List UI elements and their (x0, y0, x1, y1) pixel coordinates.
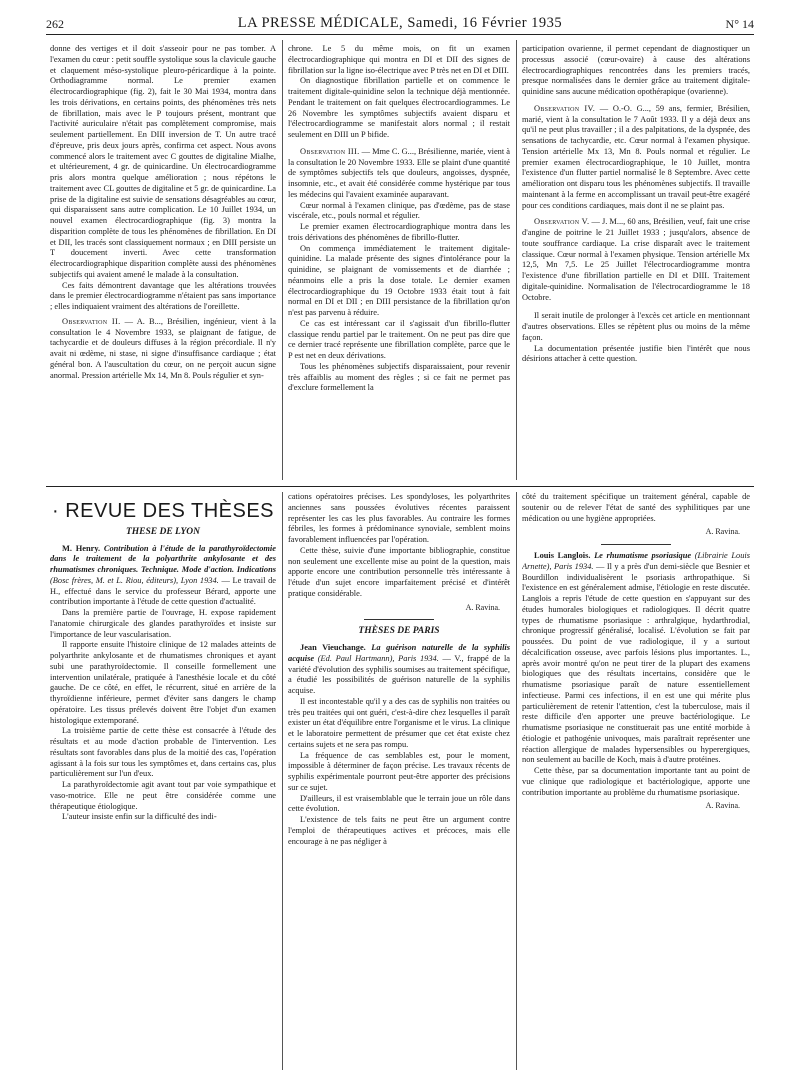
paragraph: Ces faits démontrent davantage que les altérations trouvées dans le premier électrocardiogramme n'étaient pas sans importance ; elles indiquaient vraiment des altérations de l'oreillette. (50, 280, 276, 311)
header-rule (46, 34, 754, 35)
observation-text: — O.-O. G..., 59 ans, fermier, Brésilien, marié, vient à la consultation le 7 Août 1933. Il y a déjà deux ans qu'il ne peut plus travailler ; il a des palpitations, de la dyspnée, des sensations de tachycardie, etc. Cœur normal à l'examen physique. Tension artérielle Mx 13, Mn 8. Pouls normal et régulier. Le premier examen électrocardiographique, le 10 Juillet, montra l'existence d'un flutter partiel normalisé le 8 Septembre. Avec cette amélioration ont disparu tous les phénomènes subjectifs. Il travaille maintenant à la ferme en accomplissant un travail peut-être exagéré pour ces conditions cardiaques, mais dont il ne se plaint pas. (522, 103, 750, 210)
publisher: (Bosc frères, M. et L. Riou, éditeurs), Lyon 1934. (50, 575, 219, 585)
observation-3 (288, 147, 510, 201)
observation-label: Observation II. (62, 316, 121, 326)
author: Louis Langlois. (534, 551, 591, 560)
column-rule (282, 492, 283, 1070)
observation-2 (50, 317, 276, 382)
observation-label: Observation V. (534, 217, 590, 227)
section-rule (46, 486, 754, 487)
paragraph: On commença immédiatement le traitement digitale-quinidine. La malade présente des signes d'intolérance pour la quinidine, se plaignant de vomissements et de diarrhée ; néanmoins elle a pris la dose totale. Le dernier examen électrocardiographique du 19 Octobre 1933 était tout à fait normal en DI et DII ; en DIII persistance de la fibrillation qu'on n'est pas parvenu à réduire. (288, 243, 510, 317)
issue-number: N° 14 (725, 17, 754, 31)
paragraph: Dans la première partie de l'ouvrage, H. expose rapidement l'anatomie chirurgicale des glandes parathyroïdes et insiste sur l'importance de leur vascularisation. (50, 608, 276, 639)
review-text: — V., frappé de la variété d'évolution des syphilis soumises au traitement spécifique, a étudié les possibilités de guérison naturelle de la syphilis acquise. (288, 653, 510, 695)
paragraph: L'existence de tels faits ne peut être un argument contre l'emploi de thérapeutiques actives et précoces, mais elle encourage à ne pas négliger à (288, 815, 510, 846)
review-text: — Il y a près d'un demi-siècle que Besnier et Bourdillon individualisèrent le psoriasis arthropathique. Si l'existence en est généralement admise, l'étiologie en reste discutée. Langlois a repris l'étude de cette question en s'appuyant sur des études humorales biologiques et radiologiques. Il décrit quatre types de rhumatisme psoriasique : arthralgique, hydarthrodial, chronique progressif généralisé, localisé. L'évolution se fait par poussées. Du point de vue radiologique, il y a surtout décalcification osseuse, avec parfois lésions plus importantes. L., après avoir montré qu'on ne peut tirer de la plupart des examens biologiques que des résultats incertains, considère que le rhumatisme psoriasique paraît de nature essentiellement infectieuse. Parmi ces infections, il en est une qui mérite plus particulièrement de retenir l'attention, c'est la tuberculose, mais il reste difficile d'en apporter une preuve bactériologique. Le rhumatisme psoriasique ne constituerait pas une entité morbide à étiologie et pathogénie univoques, mais paraîtrait représenter une réaction allergique de malades hypersensibles ou hyperergiques, non seulement au bacille de Koch, mais à d'autre protéines. (522, 561, 750, 765)
observation-5 (522, 217, 750, 303)
paragraph: Tous les phénomènes subjectifs disparaissaient, pour revenir très affaiblis au moment des règles ; si ce fait ne permet pas d'exclure formellement la (288, 361, 510, 393)
thesis-title: Contribution à l'étude de la parathyroïdectomie dans le traitement de la polyarthrite ankylosante et des rhumatismes chroniques. Technique. Mode d'action. Indications (50, 543, 276, 574)
paragraph: Le premier examen électrocardiographique montra dans les trois dérivations des phénomènes de fibrillo-flutter. (288, 222, 510, 242)
top-column-1 (50, 44, 276, 482)
paragraph: La fréquence de cas semblables est, pour le moment, impossible à déterminer de façon précise. Les travaux récents de syphilis expérimentale pourront peut-être apporter des précisions sur ce sujet. (288, 750, 510, 792)
page-number: 262 (46, 17, 64, 31)
paragraph: Il est incontestable qu'il y a des cas de syphilis non traitées ou très peu traitées qui ont guéri, c'est-à-dire chez lesquelles il paraît exister un état d'équilibre entre l'organisme et le virus. La clinique et le laboratoire permettent de présumer que cet état existe chez certains sujets et ne sera pas rompu. (288, 696, 510, 749)
paragraph: Cœur normal à l'examen clinique, pas d'œdème, pas de stase viscérale, etc., pouls normal et régulier. (288, 200, 510, 221)
observation-label: Observation III. (300, 146, 360, 156)
paragraph: Il serait inutile de prolonger à l'excès cet article en mentionnant d'autres observations. Elles se répètent plus ou moins de la même façon. (522, 311, 750, 342)
review-vieuchange (288, 643, 510, 697)
paragraph: On diagnostique fibrillation partielle et on commence le traitement digitale-quinidine selon la technique déjà mentionnée. Pendant le traitement on fait quelques électrocardiogrammes. Le 26 Novembre les symptômes subjectifs avaient disparu et l'électrocardiogramme se manifestait alors normal ; il restait seulement en DIII un P bifide. (288, 76, 510, 139)
signature: A. Ravina. (705, 801, 740, 811)
paragraph: cations opératoires précises. Les spondyloses, les polyarthrites anciennes sans poussées évolutives récentes paraissent représenter les cas les plus favorables. Au contraire les formes fébriles, les formes à prédominance synoviale, semblent moins favorablement influencées par l'opération. (288, 492, 510, 544)
paragraph: Cette thèse, suivie d'une importante bibliographie, constitue non seulement une excellente mise au point de la question, mais apporte encore une contribution personnelle très intéressante à l'étude d'un sujet encore imparfaitement précisé et d'intérêt pratique considérable. (288, 545, 510, 598)
review-henry (50, 544, 276, 609)
separator (364, 619, 434, 620)
signature: A. Ravina. (465, 602, 500, 612)
revue-des-theses-title: · REVUE DES THÈSES (51, 500, 275, 522)
paragraph: D'ailleurs, il est vraisemblable que le terrain joue un rôle dans cette évolution. (288, 793, 510, 814)
signature: A. Ravina. (705, 527, 740, 537)
paragraph: Cette thèse, par sa documentation importante tant au point de vue clinique que radiologique et bactériologique, apporte une contribution importante au problème du rhumatisme psoriasique. (522, 766, 750, 797)
page-header (46, 12, 754, 36)
bottom-column-3 (522, 492, 750, 1070)
publisher: (Ed. Paul Hartmann), Paris 1934. (314, 653, 439, 663)
observation-text: — J. M..., 60 ans, Brésilien, veuf, fait une crise d'angine de poitrine le 21 Juillet 1933 ; jusqu'alors, absence de toute souffrance cardiaque. La crise disparaît avec le traitement classique. Cœur normal à l'examen physique. Tension artérielle Mx 12,5, Mn 7,5. Le 25 Juillet l'électrocardiogramme montra l'existence d'une fibrillation partielle en DI et DIII. Traitement digitale-quinidine. Normalisation de l'électrocardiogramme le 18 Octobre. (522, 217, 750, 302)
paragraph: Ce cas est intéressant car il s'agissait d'un fibrillo-flutter classique rendu partiel par le traitement. On ne peut pas dire que ce dernier tracé représente une fibrillation complète, parce que le P est net en deux dérivations. (288, 318, 510, 360)
observation-text: — Mme C. G..., Brésilienne, mariée, vient à la consultation le 20 Novembre 1933. Elle se plaint d'une quantité de symptômes subjectifs tels que douleurs, angoisses, dyspnée, insomnie, etc., et avait été considérée comme hystérique par tous les médecins qui l'avaient examinée auparavant. (288, 146, 510, 199)
column-rule (516, 492, 517, 1070)
paragraph: La documentation présentée justifie bien l'intérêt que nous désirions attacher à cette question. (522, 343, 750, 364)
paragraph: L'auteur insiste enfin sur la difficulté des indi- (62, 812, 217, 822)
thesis-title: Le rhumatisme psoriasique (590, 551, 692, 560)
issue-date: Samedi, 16 Février 1935 (407, 15, 563, 31)
separator (601, 544, 671, 545)
bottom-column-1 (50, 490, 276, 1070)
paragraph: côté du traitement spécifique un traitement général, capable de soutenir ou de relever l'état de santé des syphilitiques par une médication ou une hygiène appropriées. (522, 492, 750, 523)
bottom-column-2 (288, 492, 510, 1070)
column-rule (516, 40, 517, 480)
paragraph: La parathyroïdectomie agit avant tout par voie sympathique et vaso-motrice. Elle ne peut être considérée comme une thérapeutique étiologique. (50, 780, 276, 811)
review-langlois (522, 551, 750, 766)
lyon-heading: THESE DE LYON (125, 526, 201, 537)
thesis-title: La guérison naturelle de la syphilis acquise (288, 643, 510, 663)
publisher: (Librairie Louis Arnette), Paris 1934. (522, 551, 750, 571)
paragraph: participation ovarienne, il permet cependant de diagnostiquer un processus associé (cœur-ovaire) à cause des altérations électrocardiographiques rencontrées dans les premiers tracés, presque normalisées dans le dernier grâce au traitement digitale-quinidine sans aucune médication opothérapique (ovarienne). (522, 44, 750, 96)
journal-name: LA PRESSE MÉDICALE, (237, 15, 404, 31)
paragraph: La troisième partie de cette thèse est consacrée à l'étude des résultats et au mode d'action probable de l'intervention. Les résultats sont favorables dans plus de la moitié des cas, l'opération agissant à la fois sur tous les symptômes et, dans certains cas, plus particulièrement sur l'un d'eux. (50, 726, 276, 779)
journal-title (46, 15, 754, 32)
observation-text: — A. B..., Brésilien, ingénieur, vient à la consultation le 4 Novembre 1933, se plaignant de fatigue, de tachycardie et de douleurs diffuses à la région précordiale. Il n'y avait ni œdème, ni stase, ni signe d'insuffisance cardiaque ; état général bon. A l'auscultation du cœur, on ne perçoit aucun signe anormal. Pression artérielle Mx 14, Mn 8. Pouls régulier et syn- (50, 316, 276, 380)
paragraph: Il rapporte ensuite l'histoire clinique de 12 malades atteints de polyarthrite ankylosante et de rhumatismes chroniques et ayant subi une parathyroïdectomie. Il conseille formellement une intervention unilatérale, pratiquée à l'anesthésie locale et du côté gauche. De ce côté, en effet, le récurrent, situé en arrière de la thyroïdienne inférieure, permet d'éviter sans dangers le champ opératoire. Les tissus prélevés doivent être l'objet d'un examen histologique extemporané. (50, 640, 276, 725)
column-rule (282, 40, 283, 480)
paris-heading: THÈSES DE PARIS (358, 626, 440, 637)
paragraph: donne des vertiges et il doit s'asseoir pour ne pas tomber. A l'examen du cœur : petit souffle systolique sous la clavicule gauche et claquement méso-systolique pleuro-péricardique à la pointe. Orthodiagramme normal. Le premier examen électrocardiographique (fig. 2), fait le 30 Mai 1934, montra dans les trois dérivations, en certains points, des phénomènes très nets de fibrillation, mais avec le P toujours présent, montrant que l'activité auriculaire n'était pas complètement compromise, mais seulement partiellement. En DIII inversion de T. Un autre tracé d'épreuve, pris deux jours après, confirma cet aspect. Nous avons commencé alors le traitement avec C gouttes de digitaline Mialhe, et ultérieurement, 4 gr. de quinicardine. Un électrocardiogramme pris alors montra quelque amélioration ; nous répétons le traitement avec CL gouttes de digitaline et 5 gr. de quinicardine. La prise de la digitaline est suivie de sensations désagréables au cœur, qui disparaissent sans autre complication. Le 10 Juillet 1934, un nouvel examen électrocardiographique (fig. 3) montra la disparition complète de tous les phénomènes de fibrillation. En DI et DII, les tracés sont classiquement normaux ; en DIII persiste un T doucement inverti. Avec cette transformation électrocardiographique disparition complète aussi des phénomènes subjectifs qui avaient amené le malade à la consultation. (50, 44, 276, 279)
author: M. Henry. (62, 543, 101, 553)
review-text: — Le travail de H., effectué dans le service du professeur Bérard, apporte une contribution importante à l'étude de cette question d'actualité. (50, 575, 276, 607)
author: Jean Vieuchange. (300, 643, 366, 652)
top-column-3 (522, 44, 750, 482)
observation-label: Observation IV. (534, 103, 596, 113)
top-column-2 (288, 44, 510, 482)
paragraph: chrone. Le 5 du même mois, on fit un examen électrocardiographique qui montra en DI et DII des signes de fibrillation sur la ligne iso-électrique avec P très net en DI et DIII. (288, 44, 510, 75)
observation-4 (522, 104, 750, 212)
